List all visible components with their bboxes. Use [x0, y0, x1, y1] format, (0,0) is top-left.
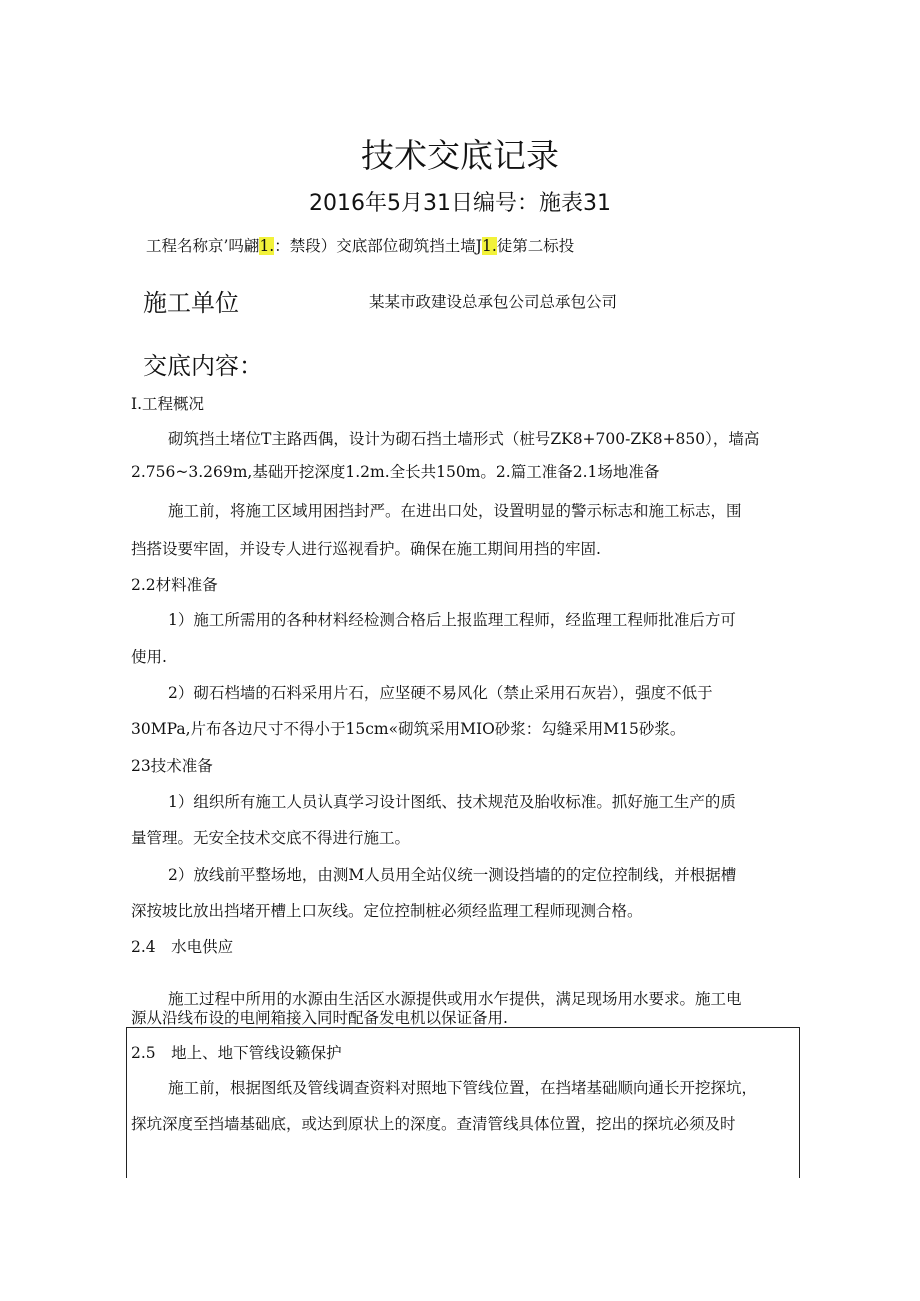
paragraph-line: 砌筑挡土堵位T主路西偶，设计为砌石挡土墙形式（桩号ZK8+700-ZK8+850），墙高 — [168, 430, 760, 448]
section-heading: 2.5 地上、地下管线设籁保护 — [131, 1044, 342, 1062]
paragraph-line: 施工前，根据图纸及管线调查资料对照地下管线位置，在挡堵基础顺向通长开挖探坑， — [168, 1079, 758, 1097]
construction-unit-label: 施工单位 — [143, 289, 239, 317]
paragraph-line: 施工过程中所用的水源由生活区水源提供或用水乍提供，满足现场用水要求。施工电 — [168, 990, 742, 1008]
paragraph-line: 量管理。无安全技术交底不得进行施工。 — [131, 829, 411, 847]
highlighted-mark: 1. — [259, 237, 275, 255]
paragraph-line: 挡搭设要牢固，并设专人进行巡视看护。确保在施工期间用挡的牢固. — [131, 540, 601, 558]
construction-unit-value: 某某市政建设总承包公司总承包公司 — [369, 293, 618, 311]
paragraph-line: 使用. — [131, 648, 167, 666]
paragraph-line: 源从沿线布设的电闸箱接入同时配备发电机以保证备用. — [131, 1009, 508, 1027]
paragraph-line: 施工前，将施工区域用困挡封严。在进出口处，设置明显的警示标志和施工标志，围 — [168, 502, 742, 520]
paragraph-line: 2）放线前平整场地，由测M人员用全站仪统一测设挡墙的的定位控制线，并根据槽 — [168, 866, 737, 884]
paragraph-line: 探坑深度至挡墙基础底，或达到原状上的深度。查清管线具体位置，挖出的探坑必须及时 — [131, 1115, 736, 1133]
paragraph-line: 1）组织所有施工人员认真学习设计图纸、技术规范及胎收标准。抓好施工生产的质 — [168, 793, 736, 811]
document-title: 技术交底记录 — [361, 136, 559, 175]
disclosure-part-text: ：禁段）交底部位砌筑挡土墙J — [274, 237, 482, 255]
highlighted-mark: 1. — [481, 237, 497, 255]
paragraph-line: 2）砌石档墙的石料采用片石，应坚硬不易风化（禁止采用石灰岩），强度不低于 — [168, 684, 713, 702]
section-heading: 2.4 水电供应 — [131, 938, 234, 956]
project-name-text: 工程名称京’吗翩 — [146, 237, 260, 255]
paragraph-line: 深按坡比放出挡堵开槽上口灰线。定位控制桩必须经监理工程师现测合格。 — [131, 902, 643, 920]
paragraph-line: 1）施工所需用的各种材料经检测合格后上报监理工程师，经监理工程师批准后方可 — [168, 611, 736, 629]
paragraph-line: 2.756~3.269m,基础开挖深度1.2m.全长共150m。2.篇工准备2.1场地准备 — [131, 463, 660, 481]
section-heading: 2.2材料准备 — [131, 576, 218, 594]
section-heading: I.工程概况 — [131, 395, 205, 413]
date-and-number: 2016年5月31日编号：施表31 — [309, 191, 611, 216]
section-heading: 23技术准备 — [131, 757, 213, 775]
content-heading: 交底内容： — [143, 352, 263, 380]
paragraph-line: 30MPa,片布各边尺寸不得小于15cm«砌筑采用MIO砂浆：勾缝采用M15砂浆。 — [131, 720, 686, 738]
section-text: 徒第二标投 — [496, 237, 575, 255]
project-info-line — [146, 234, 574, 256]
